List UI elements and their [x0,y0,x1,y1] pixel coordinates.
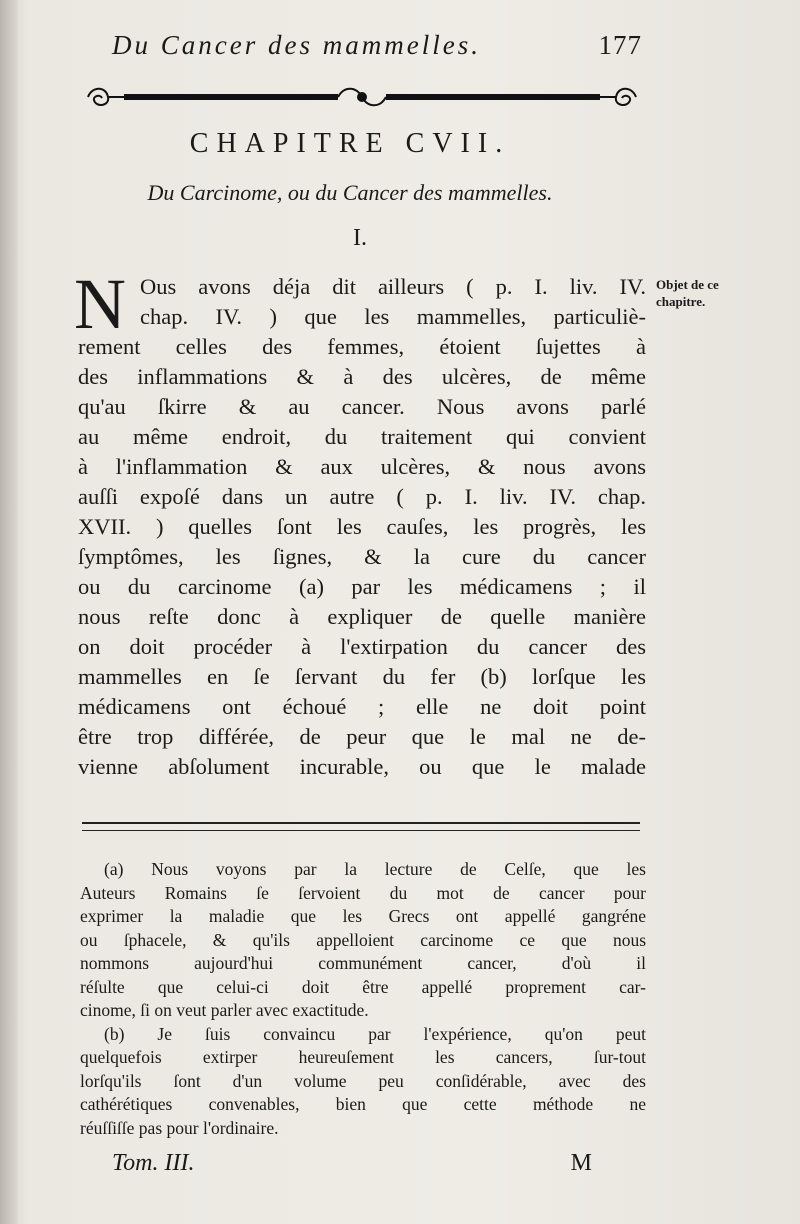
ornament-left-flourish-icon [88,89,124,105]
signature-mark: M [570,1150,592,1176]
footnote-rule [82,822,640,831]
ornament-right-flourish-icon [600,89,636,105]
footnote-line: ou ſphacele, & qu'ils appelloient carcinome ce que nous [80,929,646,950]
text-line: être trop différée, de peur que le mal ne de- [78,724,646,749]
footnote-line: (a) Nous voyons par la lecture de Celſe, que les [104,859,646,879]
footnote-line: exprimer la maladie que les Grecs ont appellé gangréne [80,906,646,926]
page-number: 177 [598,30,642,60]
volume-label: Tom. III. [112,1150,195,1176]
text-line: au même endroit, du traitement qui convient [78,424,646,449]
text-line: mammelles en ſe ſervant du fer (b) lorſque les [78,664,646,689]
footnote-line: réuſſiſſe pas pour l'ordinaire. [80,1117,279,1138]
text-line: chap. IV. ) que les mammelles, particuliè- [140,304,646,329]
section-number: I. [353,225,367,251]
text-line: rement celles des femmes, étoient ſujettes à [78,334,646,359]
chapter-heading: CHAPITRE CVII. [189,128,511,159]
text-line: ou du carcinome (a) par les médicamens ; il [78,574,646,599]
text-line: on doit procéder à l'extirpation du cancer des [78,634,646,659]
margin-note-line: Objet de ce [656,277,719,292]
text-line: à l'inflammation & aux ulcères, & nous avons [78,454,646,479]
chapter-subtitle: Du Carcinome, ou du Cancer des mammelles. [147,180,553,205]
footnote-line: cathérétiques convenables, bien que cette méthode ne [80,1094,646,1114]
footnote-line: quelquefois extirper heureuſement les cancers, ſur-tout [80,1047,646,1067]
margin-note [656,276,796,310]
body-text [74,264,646,782]
text-line: qu'au ſkirre & au cancer. Nous avons parlé [78,394,646,419]
ornament-rule [84,84,640,110]
footnote-line: (b) Je ſuis convaincu par l'expérience, qu'on peut [104,1023,646,1044]
text-line: XVII. ) quelles ſont les cauſes, les progrès, les [78,514,646,539]
footnote-line: réſulte que celui-ci doit être appellé proprement car- [80,976,646,997]
footnote-line: Auteurs Romains ſe ſervoient du mot de cancer pour [80,882,646,903]
text-line: médicamens ont échoué ; elle ne doit point [78,694,646,719]
footnote-line: lorſqu'ils ſont d'un volume peu conſidérable, avec des [80,1070,646,1091]
margin-note-line: chapitre. [656,294,706,309]
drop-cap: N [74,264,126,344]
footnote-line: cinome, ſi on veut parler avec exactitude. [80,1000,369,1020]
text-line: Ous avons déja dit ailleurs ( p. I. liv. IV. [140,274,646,299]
text-line: ſymptômes, les ſignes, & la cure du cancer [78,544,646,569]
text-line: des inflammations & à des ulcères, de même [78,364,646,389]
page-gutter [0,0,18,1224]
footnote-line: nommons aujourd'hui communément cancer, d'où il [80,953,646,973]
running-title: Du Cancer des mammelles. [112,30,481,60]
text-line: auſſi expoſé dans un autre ( p. I. liv. IV. chap. [78,484,646,509]
text-line: vienne abſolument incurable, ou que le malade [78,754,646,779]
ornament-center-flourish-icon [338,89,386,106]
text-line: nous reſte donc à expliquer de quelle manière [78,604,646,629]
footnotes [80,858,646,1140]
